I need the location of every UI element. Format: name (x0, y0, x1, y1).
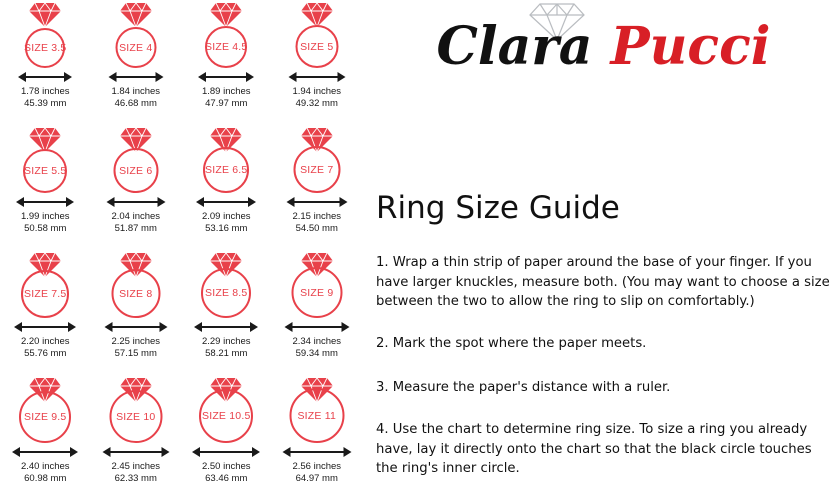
ring-measurement (0, 211, 91, 234)
ring-measurement (0, 336, 91, 359)
diameter-arrow (16, 195, 74, 209)
gem-icon (119, 2, 153, 28)
ring-illustration (272, 2, 363, 70)
ring-illustration (181, 252, 272, 320)
ring-size-cell[interactable] (0, 250, 91, 375)
ring-illustration (272, 252, 363, 320)
ring-measurement (272, 86, 363, 109)
ring-size-cell[interactable] (181, 0, 272, 125)
diameter-arrow (18, 70, 72, 84)
measurement-inches: 2.20 inches (20, 336, 70, 347)
guide-step-1: 1. Wrap a thin strip of paper around the base of your finger. If you have larger knuckles, measure both. (You may want to choose a size between the two to allow the ring to slip on comfortably.) (376, 255, 830, 309)
measurement-mm: 50.58 mm (24, 222, 67, 234)
measurement-mm: 45.39 mm (24, 97, 67, 109)
diameter-arrow (198, 70, 254, 84)
ring-size-label: SIZE 11 (297, 409, 337, 422)
page-title: Ring Size Guide (376, 190, 620, 226)
diameter-arrow (288, 70, 345, 84)
ring-measurement (272, 336, 363, 359)
ring-measurement (181, 86, 272, 109)
brand-logo (368, 0, 839, 110)
ring-size-cell[interactable] (272, 250, 363, 375)
diameter-arrow (194, 320, 258, 334)
measurement-inches: 2.50 inches (201, 461, 251, 472)
ring-size-label: SIZE 8.5 (205, 287, 248, 299)
ring-measurement (181, 336, 272, 359)
ring-illustration (0, 2, 91, 70)
ring-size-label: SIZE 8 (119, 287, 153, 300)
diameter-arrow (104, 320, 167, 334)
ring-illustration (181, 2, 272, 70)
measurement-mm: 47.97 mm (205, 97, 248, 109)
ring-measurement (0, 461, 91, 484)
ring-size-cell[interactable] (272, 125, 363, 250)
ring-illustration (272, 127, 363, 195)
measurement-mm: 59.34 mm (295, 347, 338, 359)
diameter-arrow (192, 445, 260, 459)
ring-measurement (91, 461, 182, 484)
measurement-mm: 60.98 mm (24, 472, 67, 484)
measurement-inches: 2.29 inches (201, 336, 251, 347)
ring-size-label: SIZE 10.5 (202, 410, 251, 422)
ring-measurement (181, 461, 272, 484)
measurement-inches: 2.34 inches (292, 336, 342, 347)
brand-name (368, 16, 839, 78)
ring-size-label: SIZE 6 (119, 164, 153, 177)
ring-illustration (181, 377, 272, 445)
ring-size-label: SIZE 7.5 (24, 288, 67, 300)
ring-size-label: SIZE 3.5 (24, 42, 67, 54)
ring-size-cell[interactable] (91, 250, 182, 375)
diameter-arrow (284, 320, 349, 334)
ring-size-row (0, 375, 362, 500)
measurement-inches: 2.09 inches (201, 211, 251, 222)
ring-illustration (91, 377, 182, 445)
ring-size-cell[interactable] (91, 0, 182, 125)
ring-size-cell[interactable] (181, 125, 272, 250)
ring-size-label: SIZE 6.5 (205, 164, 248, 176)
measurement-mm: 51.87 mm (114, 222, 157, 234)
ring-illustration (91, 252, 182, 320)
ring-size-row (0, 125, 362, 250)
ring-measurement (272, 461, 363, 484)
gem-icon (28, 2, 62, 28)
ring-size-label: SIZE 5.5 (24, 165, 67, 177)
measurement-inches: 2.56 inches (292, 461, 342, 472)
ring-size-label: SIZE 4.5 (205, 41, 248, 53)
measurement-inches: 2.25 inches (111, 336, 161, 347)
ring-measurement (181, 211, 272, 234)
ring-measurement (91, 336, 182, 359)
measurement-mm: 58.21 mm (205, 347, 248, 359)
measurement-mm: 54.50 mm (295, 222, 338, 234)
measurement-mm: 64.97 mm (295, 472, 338, 484)
guide-step-4: 4. Use the chart to determine ring size. To size a ring you already have, lay it directly onto the chart so that the black circle touches the ring's inner circle. (376, 422, 812, 476)
ring-size-label: SIZE 10 (116, 410, 156, 423)
ring-size-cell[interactable] (91, 125, 182, 250)
guide-step-2: 2. Mark the spot where the paper meets. (376, 336, 647, 351)
ring-size-row (0, 250, 362, 375)
measurement-inches: 1.94 inches (292, 86, 342, 97)
ring-illustration (0, 127, 91, 195)
diameter-arrow (196, 195, 256, 209)
guide-panel (368, 0, 839, 501)
measurement-inches: 1.99 inches (20, 211, 70, 222)
ring-size-label: SIZE 4 (119, 41, 153, 54)
ring-measurement (91, 211, 182, 234)
ring-size-cell[interactable] (272, 375, 363, 500)
ring-illustration (0, 252, 91, 320)
ring-size-row (0, 0, 362, 125)
ring-size-chart (0, 0, 362, 501)
measurement-mm: 49.32 mm (295, 97, 338, 109)
diameter-arrow (286, 195, 347, 209)
measurement-mm: 63.46 mm (205, 472, 248, 484)
ring-size-cell[interactable] (181, 250, 272, 375)
gem-icon (209, 2, 243, 28)
ring-size-cell[interactable] (91, 375, 182, 500)
ring-size-cell[interactable] (0, 0, 91, 125)
guide-step-3: 3. Measure the paper's distance with a ruler. (376, 380, 671, 395)
measurement-inches: 2.04 inches (111, 211, 161, 222)
measurement-mm: 55.76 mm (24, 347, 67, 359)
brand-name-first: Clara (436, 16, 593, 77)
ring-size-cell[interactable] (0, 375, 91, 500)
measurement-inches: 1.89 inches (201, 86, 251, 97)
ring-illustration (91, 2, 182, 70)
diameter-arrow (106, 195, 165, 209)
ring-illustration (272, 377, 363, 445)
ring-size-cell[interactable] (272, 0, 363, 125)
ring-illustration (0, 377, 91, 445)
ring-measurement (0, 86, 91, 109)
ring-illustration (181, 127, 272, 195)
ring-illustration (91, 127, 182, 195)
measurement-mm: 62.33 mm (114, 472, 157, 484)
measurement-inches: 1.84 inches (111, 86, 161, 97)
measurement-mm: 57.15 mm (114, 347, 157, 359)
ring-size-label: SIZE 5 (300, 40, 334, 53)
diameter-arrow (282, 445, 351, 459)
measurement-inches: 2.45 inches (111, 461, 161, 472)
measurement-mm: 53.16 mm (205, 222, 248, 234)
ring-measurement (91, 86, 182, 109)
measurement-mm: 46.68 mm (114, 97, 157, 109)
measurement-inches: 1.78 inches (20, 86, 70, 97)
measurement-inches: 2.40 inches (20, 461, 70, 472)
diameter-arrow (102, 445, 169, 459)
ring-size-label: SIZE 9.5 (24, 411, 67, 423)
ring-measurement (272, 211, 363, 234)
ring-size-cell[interactable] (181, 375, 272, 500)
diameter-arrow (12, 445, 78, 459)
diameter-arrow (108, 70, 163, 84)
measurement-inches: 2.15 inches (292, 211, 342, 222)
ring-size-label: SIZE 9 (300, 286, 334, 299)
ring-size-cell[interactable] (0, 125, 91, 250)
brand-name-second: Pucci (610, 16, 771, 77)
diameter-arrow (14, 320, 76, 334)
ring-size-label: SIZE 7 (300, 163, 334, 176)
